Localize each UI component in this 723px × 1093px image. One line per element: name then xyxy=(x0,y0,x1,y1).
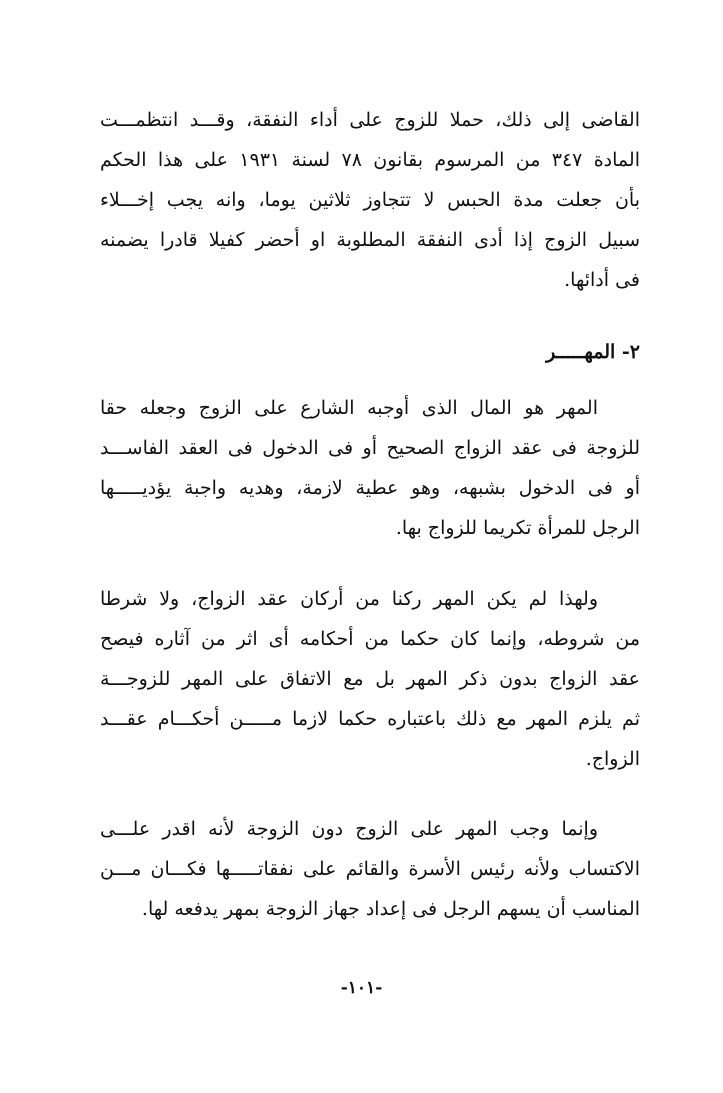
paragraph-2 xyxy=(100,388,640,548)
text-line: ثم يلزم المهر مع ذلك باعتباره حكما لازما مـــــن أحكـــام عقـــد xyxy=(100,708,640,730)
text-line: من شروطه، وإنما كان حكما من أحكامه أى اثر من آثاره فيصح xyxy=(100,628,640,650)
text-line: أو فى الدخول بشبهه، وهو عطية لازمة، وهديه واجبة يؤديـــــها xyxy=(100,477,640,499)
text-line: المهر هو المال الذى أوجبه الشارع على الزوج وجعله حقا xyxy=(100,397,598,419)
text-line: للزوجة فى عقد الزواج الصحيح أو فى الدخول فى العقد الفاســـد xyxy=(100,437,640,459)
text-line: عقد الزواج بدون ذكر المهر بل مع الاتفاق على المهر للزوجـــة xyxy=(100,668,640,690)
text-line: ولهذا لم يكن المهر ركنا من أركان عقد الزواج، ولا شرطا xyxy=(100,588,598,610)
text-line: الرجل للمرأة تكريما للزواج بها. xyxy=(395,517,640,539)
paragraph-4 xyxy=(100,809,640,929)
text-line: الاكتساب ولأنه رئيس الأسرة والقائم على نفقاتـــــها فكـــان مـــن xyxy=(100,858,640,880)
text-line: فى أدائها. xyxy=(564,269,640,291)
section-heading: ٢- المهـــــر xyxy=(546,341,640,363)
text-line: المادة ٣٤٧ من المرسوم بقانون ٧٨ لسنة ١٩٣١ على هذا الحكم xyxy=(100,149,640,171)
text-line: وإنما وجب المهر على الزوج دون الزوجة لأنه اقدر علـــى xyxy=(100,818,598,840)
text-line: سبيل الزوج إذا أدى النفقة المطلوبة او أحضر كفيلا قادرا يضمنه xyxy=(100,229,640,251)
text-line: الزواج. xyxy=(585,748,640,770)
text-line: المناسب أن يسهم الرجل فى إعداد جهاز الزوجة بمهر يدفعه لها. xyxy=(141,898,640,920)
paragraph-1 xyxy=(100,100,640,300)
text-line: القاضى إلى ذلك، حملا للزوج على أداء النفقة، وقـــد انتظمـــت xyxy=(100,109,640,131)
text-line: بأن جعلت مدة الحبس لا تتجاوز ثلاثين يوما، وانه يجب إخـــلاء xyxy=(100,189,640,211)
page-number: -١٠١- xyxy=(340,978,383,998)
paragraph-3 xyxy=(100,579,640,779)
